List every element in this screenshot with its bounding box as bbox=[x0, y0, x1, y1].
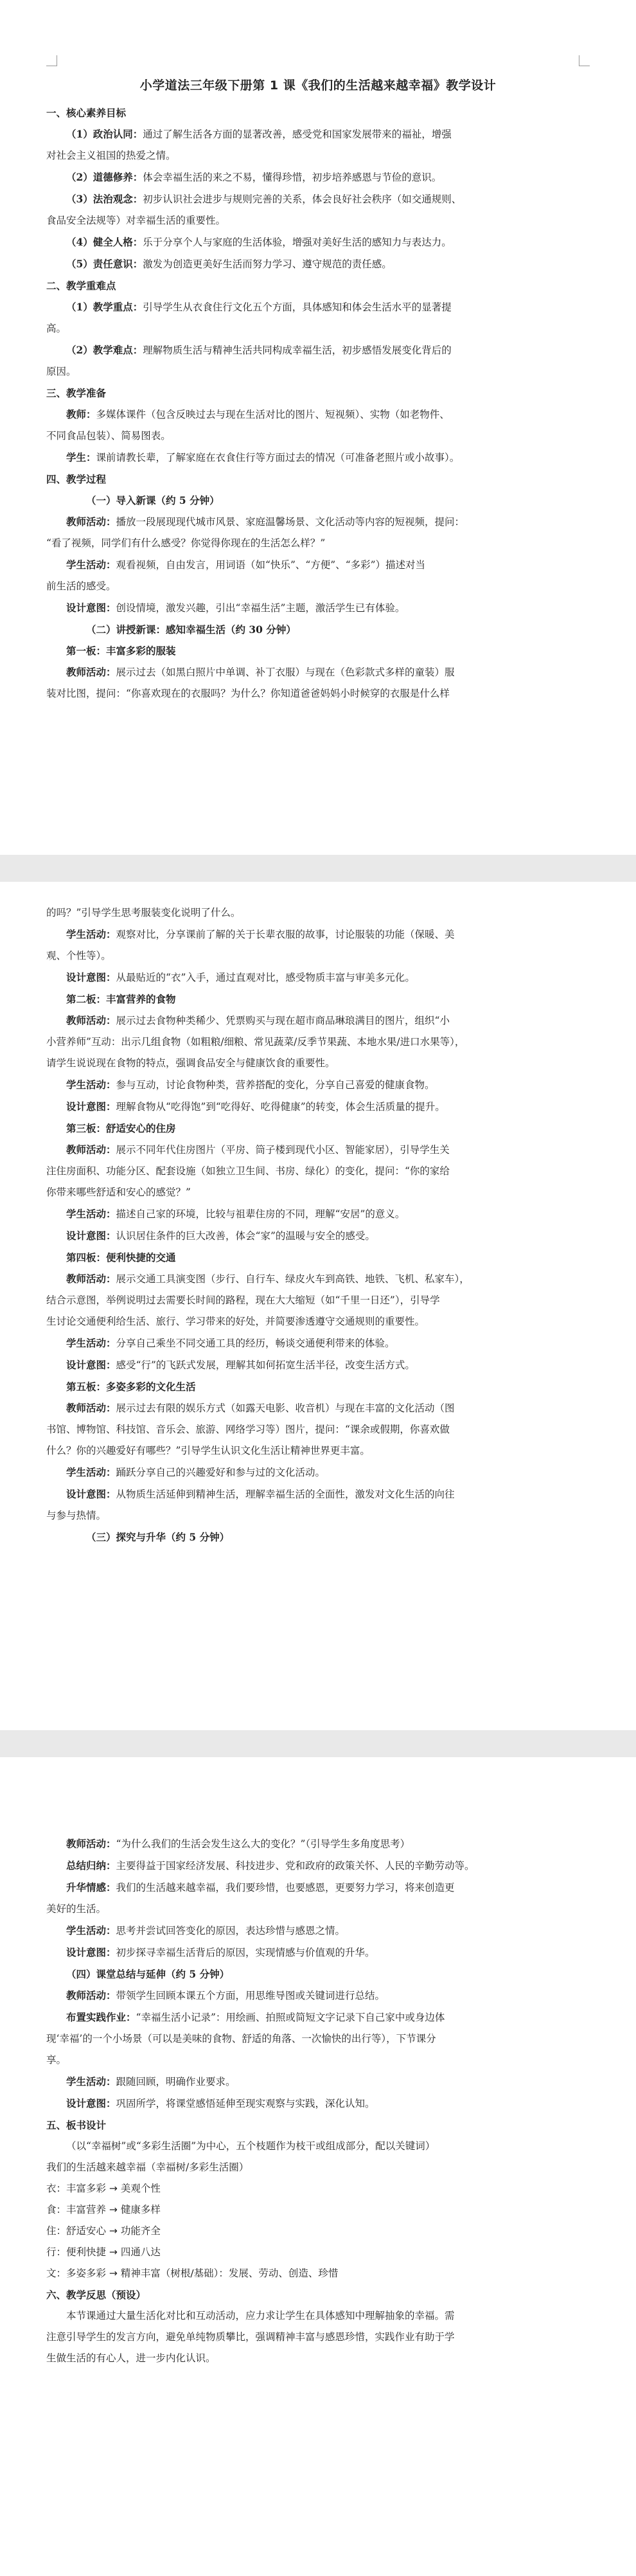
section-heading: 六、教学反思（预设） bbox=[46, 2289, 146, 2301]
paragraph: 学生活动：观看视频，自由发言，用词语（如“快乐”、“方便”、“多彩”）描述对当 bbox=[66, 559, 426, 571]
paragraph: 教师活动：“为什么我们的生活会发生这么大的变化？”（引导学生多角度思考） bbox=[66, 1838, 411, 1850]
paragraph: （以“幸福树”或“多彩生活圈”为中心，五个枝题作为枝干或组成部分，配以关键词） bbox=[66, 2140, 436, 2152]
paragraph: 生做生活的有心人，进一步内化认识。 bbox=[46, 2352, 216, 2364]
module-heading: 第三板：舒适安心的住房 bbox=[66, 1122, 176, 1134]
paragraph: 美好的生活。 bbox=[46, 1903, 107, 1915]
paragraph: 装对比图，提问：“你喜欢现在的衣服吗？为什么？你知道爸爸妈妈小时候穿的衣服是什么样 bbox=[46, 688, 450, 699]
paragraph: 什么？你的兴趣爱好有哪些？”引导学生认识文化生活让精神世界更丰富。 bbox=[46, 1445, 370, 1456]
board-item: 行：便利快捷 → 四通八达 bbox=[46, 2246, 161, 2258]
paragraph: 学生活动：踊跃分享自己的兴趣爱好和参与过的文化活动。 bbox=[66, 1466, 326, 1478]
paragraph: 与参与热情。 bbox=[46, 1510, 107, 1521]
section-heading: 五、板书设计 bbox=[46, 2119, 107, 2131]
paragraph: 学生活动：思考并尝试回答变化的原因，表达珍惜与感恩之情。 bbox=[66, 1924, 346, 1936]
paragraph: （3）法治观念：初步认识社会进步与规则完善的关系，体会良好社会秩序（如交通规则、 bbox=[66, 193, 462, 205]
paragraph: 教师活动：带领学生回顾本课五个方面，用思维导图或关键词进行总结。 bbox=[66, 1989, 385, 2001]
paragraph: 小营养师”互动：出示几组食物（如粗粮/细粮、常见蔬菜/反季节果蔬、本地水果/进口水果等）， bbox=[46, 1036, 465, 1048]
paragraph: 教师活动：展示不同年代住房图片（平房、筒子楼到现代小区、智能家居），引导学生关 bbox=[66, 1143, 450, 1156]
module-heading: 第四板：便利快捷的交通 bbox=[66, 1251, 176, 1264]
module-heading: 第二板：丰富营养的食物 bbox=[66, 993, 176, 1005]
paragraph: 结合示意图，举例说明过去需要长时间的路程，现在大大缩短（如“千里一日还”），引导学 bbox=[46, 1294, 440, 1306]
paragraph: （2）教学难点：理解物质生活与精神生活共同构成幸福生活，初步感悟发展变化背后的 bbox=[66, 344, 452, 356]
page-corner-mark bbox=[46, 55, 57, 66]
module-heading: 第一板：丰富多彩的服装 bbox=[66, 645, 176, 657]
paragraph: 现‘幸福’的一个小场景（可以是美味的食物、舒适的角落、一次愉快的出行等），下节课分 bbox=[46, 2033, 436, 2044]
paragraph: 布置实践作业：“幸福生活小记录”：用绘画、拍照或简短文字记录下自己家中或身边体 bbox=[66, 2011, 445, 2023]
paragraph: “看了视频，同学们有什么感受？你觉得你现在的生活怎么样？” bbox=[46, 537, 326, 549]
paragraph: 设计意图：理解食物从“吃得饱”到“吃得好、吃得健康”的转变，体会生活质量的提升。 bbox=[66, 1100, 445, 1113]
paragraph: 设计意图：巩固所学，将课堂感悟延伸至现实观察与实践，深化认知。 bbox=[66, 2097, 375, 2109]
board-item: 文：多姿多彩 → 精神丰富（树根/基础）：发展、劳动、创造、珍惜 bbox=[46, 2267, 339, 2279]
paragraph: 注意引导学生的发言方向，避免单纯物质攀比，强调精神丰富与感恩珍惜，实践作业有助于学 bbox=[46, 2331, 455, 2343]
paragraph: 教师：多媒体课件（包含反映过去与现在生活对比的图片、短视频）、实物（如老物件、 bbox=[66, 408, 450, 420]
paragraph: 对社会主义祖国的热爱之情。 bbox=[46, 150, 176, 161]
paragraph: 书馆、博物馆、科技馆、音乐会、旅游、网络学习等）图片，提问：“课余或假期，你喜欢做 bbox=[46, 1424, 450, 1435]
paragraph: 升华情感：我们的生活越来越幸福，我们要珍惜，也要感恩，更要努力学习，将来创造更 bbox=[66, 1881, 455, 1893]
paragraph: （2）道德修养：体会幸福生活的来之不易，懂得珍惜，初步培养感恩与节俭的意识。 bbox=[66, 171, 442, 183]
paragraph: 学生活动：描述自己家的环境，比较与祖辈住房的不同，理解“安居”的意义。 bbox=[66, 1208, 405, 1220]
paragraph: （1）教学重点：引导学生从衣食住行文化五个方面，具体感知和体会生活水平的显著提 bbox=[66, 301, 452, 313]
paragraph: 设计意图：初步探寻幸福生活背后的原因，实现情感与价值观的升华。 bbox=[66, 1946, 375, 1958]
paragraph: 的吗？”引导学生思考服装变化说明了什么。 bbox=[46, 907, 241, 918]
paragraph: 设计意图：认识居住条件的巨大改善，体会“家”的温暖与安全的感受。 bbox=[66, 1230, 375, 1242]
paragraph: 教师活动：展示交通工具演变图（步行、自行车、绿皮火车到高铁、地铁、飞机、私家车）， bbox=[66, 1273, 470, 1285]
board-item: 衣：丰富多彩 → 美观个性 bbox=[46, 2183, 161, 2194]
paragraph: 学生活动：参与互动，讨论食物种类，营养搭配的变化，分享自己喜爱的健康食物。 bbox=[66, 1078, 435, 1091]
document-page-1 bbox=[0, 0, 636, 855]
paragraph: 设计意图：感受“行”的飞跃式发展，理解其如何拓宽生活半径，改变生活方式。 bbox=[66, 1359, 415, 1371]
section-heading: 二、教学重难点 bbox=[46, 280, 116, 292]
section-heading: 三、教学准备 bbox=[46, 387, 107, 399]
paragraph: 食品安全法规等）对幸福生活的重要性。 bbox=[46, 215, 226, 226]
module-heading: 第五板：多姿多彩的文化生活 bbox=[66, 1381, 196, 1393]
paragraph: 教师活动：播放一段展现现代城市风景、家庭温馨场景、文化活动等内容的短视频，提问： bbox=[66, 515, 465, 528]
paragraph: 学生：课前请教长辈，了解家庭在衣食住行等方面过去的情况（可准备老照片或小故事）。 bbox=[66, 451, 460, 463]
paragraph: 学生活动：观察对比，分享课前了解的关于长辈衣服的故事，讨论服装的功能（保暖、美 bbox=[66, 928, 455, 940]
section-heading: 一、核心素养目标 bbox=[46, 107, 127, 119]
paragraph: 你带来哪些舒适和安心的感觉？” bbox=[46, 1186, 191, 1198]
subsection-heading: （二）讲授新课：感知幸福生活（约 30 分钟） bbox=[86, 623, 296, 636]
paragraph: 设计意图：从物质生活延伸到精神生活，理解幸福生活的全面性，激发对文化生活的向往 bbox=[66, 1488, 455, 1500]
paragraph: （5）责任意识：激发为创造更美好生活而努力学习、遵守规范的责任感。 bbox=[66, 258, 392, 270]
paragraph: 享。 bbox=[46, 2054, 67, 2066]
paragraph: 我们的生活越来越幸福（幸福树/多彩生活圈） bbox=[46, 2161, 249, 2173]
paragraph: 教师活动：展示过去有限的娱乐方式（如露天电影、收音机）与现在丰富的文化活动（图 bbox=[66, 1402, 455, 1414]
paragraph: 生讨论交通便利给生活、旅行、学习带来的好处，并简要渗透遵守交通规则的重要性。 bbox=[46, 1316, 425, 1327]
board-item: 食：丰富营养 → 健康多样 bbox=[46, 2204, 161, 2215]
board-item: 住：舒适安心 → 功能齐全 bbox=[46, 2225, 161, 2237]
paragraph: 总结归纳：主要得益于国家经济发展、科技进步、党和政府的政策关怀、人民的辛勤劳动等。 bbox=[66, 1859, 475, 1872]
paragraph: 学生活动：分享自己乘坐不同交通工具的经历，畅谈交通便利带来的体验。 bbox=[66, 1337, 395, 1349]
paragraph: 注住房面积、功能分区、配套设施（如独立卫生间、书房、绿化）的变化，提问：“你的家给 bbox=[46, 1165, 450, 1177]
subsection-heading: （一）导入新课（约 5 分钟） bbox=[86, 494, 220, 506]
document-page-3 bbox=[0, 1757, 636, 2576]
paragraph: 前生活的感受。 bbox=[46, 580, 116, 592]
paragraph: 请学生说说现在食物的特点，强调食品安全与健康饮食的重要性。 bbox=[46, 1057, 335, 1069]
document-page-2 bbox=[0, 882, 636, 1730]
section-heading: 四、教学过程 bbox=[46, 473, 107, 485]
paragraph: 设计意图：创设情境，激发兴趣，引出“幸福生活”主题，激活学生已有体验。 bbox=[66, 602, 405, 614]
page-corner-mark bbox=[579, 55, 590, 66]
paragraph: （1）政治认同：通过了解生活各方面的显著改善，感受党和国家发展带来的福祉，增强 bbox=[66, 128, 452, 140]
paragraph: 学生活动：跟随回顾，明确作业要求。 bbox=[66, 2075, 236, 2088]
paragraph: 教师活动：展示过去食物种类稀少、凭票购买与现在超市商品琳琅满目的图片，组织“小 bbox=[66, 1014, 450, 1026]
paragraph: 高。 bbox=[46, 323, 67, 334]
paragraph: 设计意图：从最贴近的“衣”入手，通过直观对比，感受物质丰富与审美多元化。 bbox=[66, 971, 415, 983]
subsection-heading: （四）课堂总结与延伸（约 5 分钟） bbox=[66, 1968, 230, 1980]
paragraph: 原因。 bbox=[46, 366, 76, 377]
paragraph: 观、个性等）。 bbox=[46, 950, 111, 962]
paragraph: 本节课通过大量生活化对比和互动活动，应力求让学生在具体感知中理解抽象的幸福。需 bbox=[66, 2310, 455, 2321]
subsection-heading: （三）探究与升华（约 5 分钟） bbox=[86, 1531, 230, 1543]
document-title: 小学道法三年级下册第 1 课《我们的生活越来越幸福》教学设计 bbox=[139, 78, 497, 93]
paragraph: 教师活动：展示过去（如黑白照片中单调、补丁衣服）与现在（色彩款式多样的童装）服 bbox=[66, 666, 455, 678]
paragraph: 不同食品包装）、简易图表。 bbox=[46, 430, 171, 442]
paragraph: （4）健全人格：乐于分享个人与家庭的生活体验，增强对美好生活的感知力与表达力。 bbox=[66, 236, 452, 248]
